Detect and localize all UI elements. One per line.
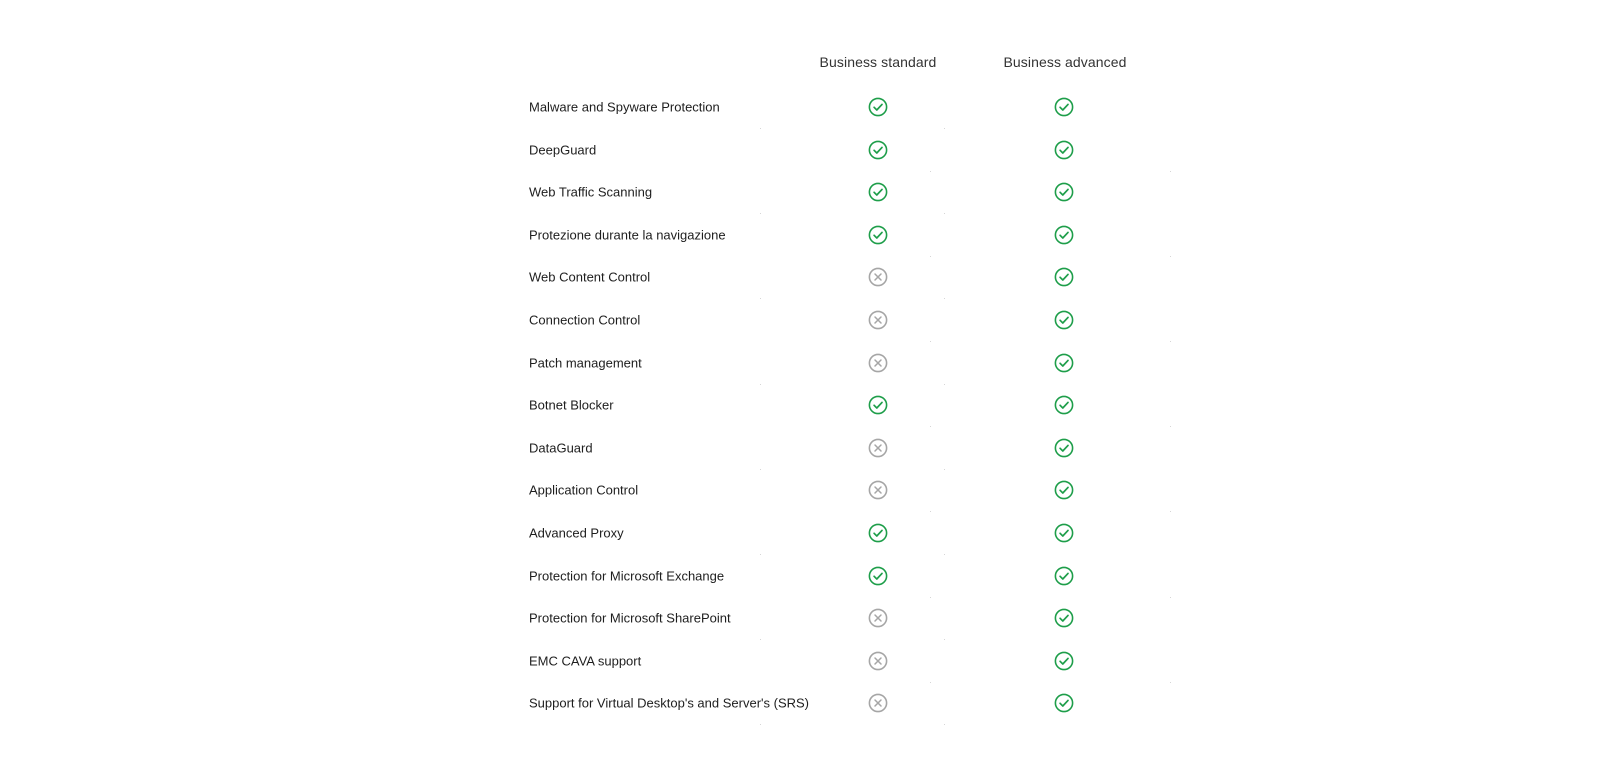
feature-name: Botnet Blocker bbox=[529, 397, 614, 413]
table-row bbox=[0, 214, 1600, 256]
check-circle-icon bbox=[1054, 566, 1074, 586]
check-circle-icon bbox=[868, 182, 888, 202]
check-circle-icon bbox=[868, 97, 888, 117]
table-row bbox=[0, 299, 1600, 341]
check-circle-icon bbox=[1054, 310, 1074, 330]
row-divider-dot bbox=[1170, 341, 1171, 342]
table-row bbox=[0, 427, 1600, 469]
feature-name: EMC CAVA support bbox=[529, 653, 642, 669]
row-divider-dot bbox=[1170, 426, 1171, 427]
table-row bbox=[0, 171, 1600, 213]
row-divider-dot bbox=[930, 682, 931, 683]
check-circle-icon bbox=[1054, 480, 1074, 500]
feature-name: Protezione durante la navigazione bbox=[529, 227, 726, 243]
feature-name: Malware and Spyware Protection bbox=[529, 99, 720, 115]
table-row bbox=[0, 86, 1600, 128]
feature-name: Protection for Microsoft SharePoint bbox=[529, 610, 731, 626]
row-divider-dot bbox=[1170, 511, 1171, 512]
table-row bbox=[0, 555, 1600, 597]
check-circle-icon bbox=[1054, 608, 1074, 628]
check-circle-icon bbox=[1054, 395, 1074, 415]
row-divider-dot bbox=[760, 213, 761, 214]
row-divider-dot bbox=[944, 384, 945, 385]
check-circle-icon bbox=[1054, 651, 1074, 671]
check-circle-icon bbox=[868, 140, 888, 160]
row-divider-dot bbox=[1170, 597, 1171, 598]
row-divider-dot bbox=[760, 724, 761, 725]
x-circle-icon bbox=[868, 693, 888, 713]
check-circle-icon bbox=[1054, 140, 1074, 160]
column-header-business-advanced: Business advanced bbox=[1003, 54, 1127, 70]
row-divider-dot bbox=[930, 256, 931, 257]
feature-name: Support for Virtual Desktop's and Server's (SRS) bbox=[529, 695, 810, 711]
check-circle-icon bbox=[868, 225, 888, 245]
feature-name: DeepGuard bbox=[529, 142, 597, 158]
check-circle-icon bbox=[1054, 353, 1074, 373]
check-circle-icon bbox=[1054, 438, 1074, 458]
table-row bbox=[0, 384, 1600, 426]
row-divider-dot bbox=[1170, 256, 1171, 257]
row-divider-dot bbox=[944, 213, 945, 214]
table-row bbox=[0, 597, 1600, 639]
row-divider-dot bbox=[1170, 171, 1171, 172]
check-circle-icon bbox=[1054, 693, 1074, 713]
feature-name: Application Control bbox=[529, 482, 639, 498]
check-circle-icon bbox=[1054, 523, 1074, 543]
row-divider-dot bbox=[930, 511, 931, 512]
x-circle-icon bbox=[868, 353, 888, 373]
feature-name: Patch management bbox=[529, 355, 642, 371]
row-divider-dot bbox=[760, 384, 761, 385]
x-circle-icon bbox=[868, 310, 888, 330]
x-circle-icon bbox=[868, 651, 888, 671]
row-divider-dot bbox=[930, 426, 931, 427]
table-row bbox=[0, 512, 1600, 554]
check-circle-icon bbox=[1054, 225, 1074, 245]
column-header-business-standard: Business standard bbox=[819, 54, 937, 70]
check-circle-icon bbox=[1054, 182, 1074, 202]
x-circle-icon bbox=[868, 608, 888, 628]
feature-name: Connection Control bbox=[529, 312, 641, 328]
table-row bbox=[0, 129, 1600, 171]
row-divider-dot bbox=[944, 128, 945, 129]
table-row bbox=[0, 682, 1600, 724]
row-divider-dot bbox=[930, 597, 931, 598]
row-divider-dot bbox=[944, 724, 945, 725]
table-row bbox=[0, 469, 1600, 511]
table-row bbox=[0, 342, 1600, 384]
row-divider-dot bbox=[1170, 682, 1171, 683]
row-divider-dot bbox=[944, 298, 945, 299]
row-divider-dot bbox=[760, 469, 761, 470]
x-circle-icon bbox=[868, 480, 888, 500]
row-divider-dot bbox=[944, 639, 945, 640]
feature-name: Protection for Microsoft Exchange bbox=[529, 568, 725, 584]
check-circle-icon bbox=[1054, 267, 1074, 287]
table-row bbox=[0, 640, 1600, 682]
row-divider-dot bbox=[760, 298, 761, 299]
table-row bbox=[0, 256, 1600, 298]
row-divider-dot bbox=[760, 554, 761, 555]
x-circle-icon bbox=[868, 267, 888, 287]
feature-name: DataGuard bbox=[529, 440, 593, 456]
check-circle-icon bbox=[868, 395, 888, 415]
check-circle-icon bbox=[868, 523, 888, 543]
row-divider-dot bbox=[760, 128, 761, 129]
feature-name: Web Content Control bbox=[529, 269, 651, 285]
row-divider-dot bbox=[760, 639, 761, 640]
feature-name: Web Traffic Scanning bbox=[529, 184, 653, 200]
row-divider-dot bbox=[930, 341, 931, 342]
check-circle-icon bbox=[1054, 97, 1074, 117]
feature-name: Advanced Proxy bbox=[529, 525, 624, 541]
check-circle-icon bbox=[868, 566, 888, 586]
row-divider-dot bbox=[930, 171, 931, 172]
x-circle-icon bbox=[868, 438, 888, 458]
row-divider-dot bbox=[944, 554, 945, 555]
row-divider-dot bbox=[944, 469, 945, 470]
